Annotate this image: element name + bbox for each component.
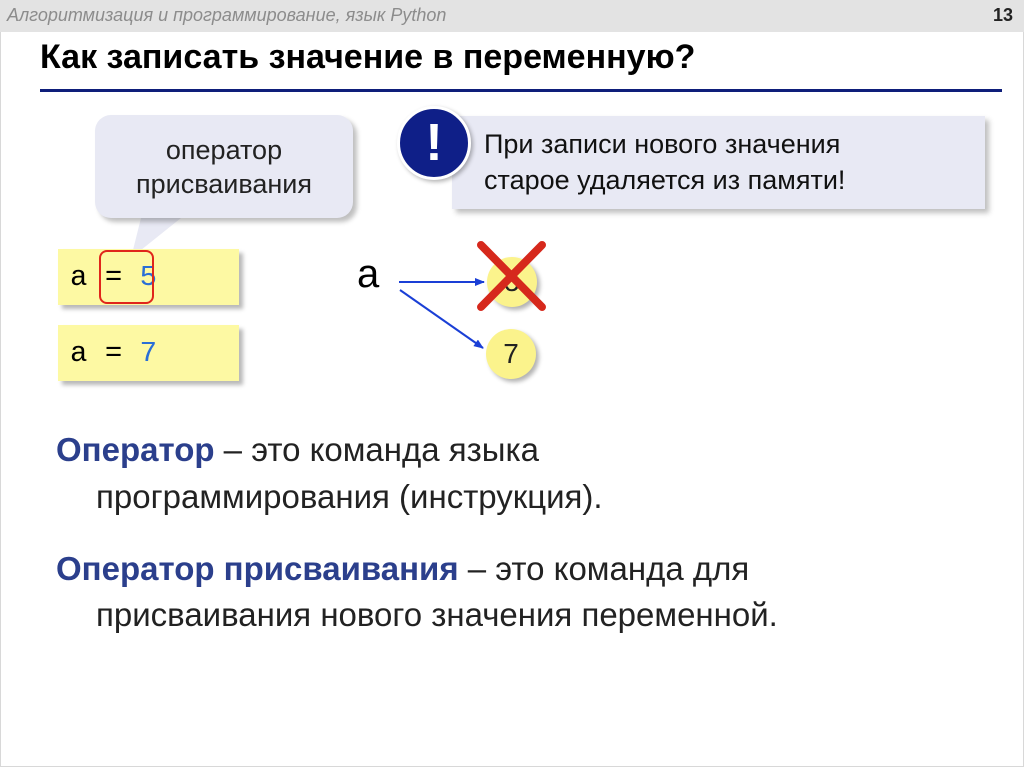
- code-assign-op: =: [104, 261, 123, 294]
- code-var: a: [70, 337, 88, 370]
- cross-icon: [481, 245, 542, 307]
- callout-line-2: присваивания: [135, 169, 313, 199]
- definition-1-text-1: – это команда языка: [214, 431, 540, 468]
- new-value-circle: 7: [486, 329, 536, 379]
- code-value: 5: [139, 261, 158, 294]
- callout-line-1: оператор: [165, 135, 283, 165]
- diagram-variable: a: [357, 252, 380, 296]
- page-number: 13: [992, 5, 1013, 25]
- definition-1-term: Оператор: [56, 431, 215, 468]
- definition-2-line-2: присваивания нового значения переменной.: [96, 596, 778, 633]
- code-assign-op: =: [104, 337, 123, 370]
- warning-line-2: старое удаляется из памяти!: [484, 165, 846, 195]
- code-value: 7: [139, 337, 158, 370]
- exclamation-mark: !: [425, 114, 443, 172]
- warning-line-1: При записи нового значения: [484, 129, 841, 159]
- course-title: Алгоритмизация и программирование, язык Python: [7, 5, 447, 25]
- arrow-to-new-value: [400, 290, 483, 348]
- definition-2-term: Оператор присваивания: [56, 550, 459, 587]
- slide-title: Как записать значение в переменную?: [40, 38, 696, 76]
- definition-1-line-1: [56, 428, 539, 472]
- definition-2-line-1: [56, 547, 749, 591]
- definition-1-line-2: программирования (инструкция).: [96, 478, 603, 515]
- definition-2-text-1: – это команда для: [458, 550, 750, 587]
- code-var: a: [70, 261, 88, 294]
